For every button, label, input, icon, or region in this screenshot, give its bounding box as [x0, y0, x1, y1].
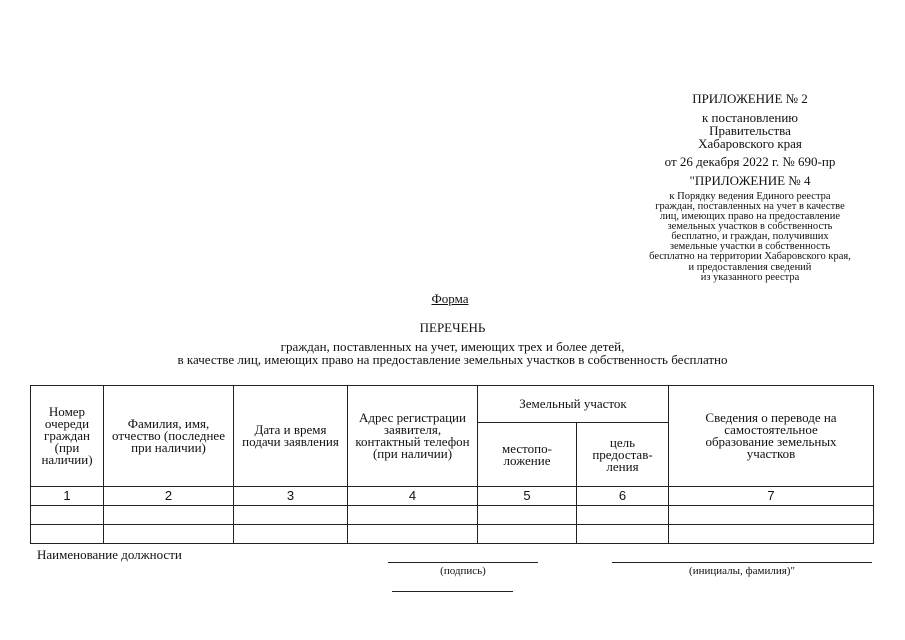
header-queue-number: Номер очереди граждан (при наличии): [31, 386, 104, 487]
table-cell: [669, 525, 874, 544]
annex-line-1: к постановлению: [701, 110, 799, 125]
column-number: 3: [234, 487, 348, 506]
inner-annex-line: из указанного реестра: [700, 272, 800, 283]
date-line: [392, 591, 513, 592]
column-number: 5: [478, 487, 577, 506]
table-cell: [31, 525, 104, 544]
table-row: [31, 525, 874, 544]
column-number: 6: [577, 487, 669, 506]
table-cell: [104, 506, 234, 525]
signature-caption: (подпись): [440, 565, 486, 577]
table-row: [31, 506, 874, 525]
table-cell: [478, 525, 577, 544]
table-cell: [577, 506, 669, 525]
position-label: Наименование должности: [37, 547, 182, 562]
column-number: 1: [31, 487, 104, 506]
header-address: Адрес регистрации заявителя, контактный телефон (при наличии): [348, 386, 478, 487]
subtitle-line-1: граждан, поставленных на учет, имеющих трех и более детей,: [280, 339, 625, 354]
column-number: 4: [348, 487, 478, 506]
annex-title: ПРИЛОЖЕНИЕ № 2: [692, 91, 808, 106]
table-cell: [234, 525, 348, 544]
annex-line-2: Правительства: [709, 123, 791, 138]
inner-annex-line: лиц, имеющих право на предоставление: [659, 211, 841, 222]
table-cell: [31, 506, 104, 525]
header-full-name: Фамилия, имя, отчество (последнее при наличии): [104, 386, 234, 487]
inner-annex-line: и предоставления сведений: [688, 262, 812, 273]
inner-annex-line: земельных участков в собственность: [667, 221, 833, 232]
header-land-plot: Земельный участок: [478, 386, 669, 423]
inner-annex-line: граждан, поставленных на учет в качестве: [655, 201, 845, 212]
subtitle-line-2: в качестве лиц, имеющих право на предоставление земельных участков в собственность бесплатно: [177, 352, 728, 367]
form-label: Форма: [431, 291, 469, 306]
name-caption: (инициалы, фамилия)": [689, 565, 795, 577]
signature-line: [388, 562, 538, 563]
header-transfer-info: Сведения о переводе на самостоятельное образование земельных участков: [669, 386, 874, 487]
name-line: [612, 562, 872, 563]
table-cell: [577, 525, 669, 544]
table-cell: [669, 506, 874, 525]
annex-date: от 26 декабря 2022 г. № 690-пр: [664, 154, 836, 169]
table-cell: [234, 506, 348, 525]
column-number: 2: [104, 487, 234, 506]
document-subtitle: [0, 340, 905, 366]
table-cell: [348, 506, 478, 525]
table-cell: [478, 506, 577, 525]
column-number-row: [31, 487, 874, 506]
inner-annex-line: к Порядку ведения Единого реестра: [669, 191, 831, 202]
document-title: ПЕРЕЧЕНЬ: [419, 320, 486, 335]
inner-annex-line: бесплатно, и граждан, получивших: [671, 231, 829, 242]
register-table: [30, 385, 874, 544]
inner-annex-line: бесплатно на территории Хабаровского края,: [649, 251, 851, 262]
table-cell: [104, 525, 234, 544]
inner-annex-title: "ПРИЛОЖЕНИЕ № 4: [689, 173, 811, 188]
header-purpose: цель предостав-ления: [577, 423, 669, 487]
table-cell: [348, 525, 478, 544]
column-number: 7: [669, 487, 874, 506]
annex-line-3: Хабаровского края: [698, 136, 802, 151]
header-location: местопо-ложение: [478, 423, 577, 487]
header-date-time: Дата и время подачи заявления: [234, 386, 348, 487]
inner-annex-line: земельные участки в собственность: [669, 241, 831, 252]
